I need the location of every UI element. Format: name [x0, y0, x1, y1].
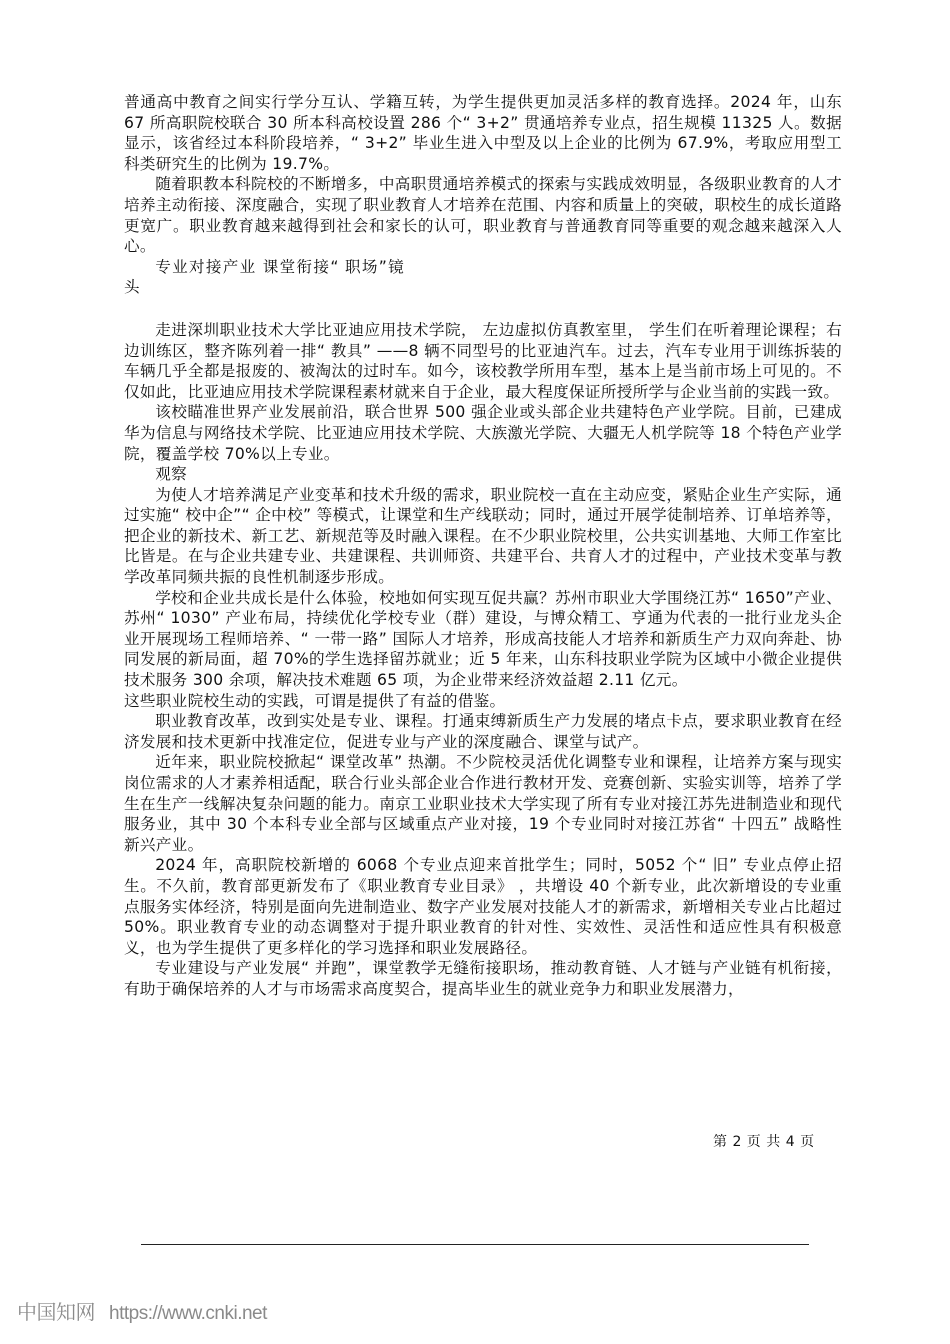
- paragraph: 随着职教本科院校的不断增多，中高职贯通培养模式的探索与实践成效明显，各级职业教育的人才培养主动衔接、深度融合，实现了职业教育人才培养在范围、内容和质量上的突破，职校生的成长道路更宽广。职业教育越来越得到社会和家长的认可，职业教育与普通教育同等重要的观念越来越深入人心。: [124, 175, 842, 256]
- paragraph: 走进深圳职业技术大学比亚迪应用技术学院， 左边虚拟仿真教室里， 学生们在听着理论课程；右边训练区，整齐陈列着一排“ 教具” ——8 辆不同型号的比亚迪汽车。过去，汽车专业用于训练拆装的车辆几乎全都是报废的、被淘汰的过时车。如今，该校教学所用车型，基本上是当前市场上可见的。不仅如此，比亚迪应用技术学院课程素材就来自于企业，最大程度保证所授所学与企业当前的实践一致。: [124, 320, 842, 401]
- document-body: [124, 92, 842, 1000]
- paragraph: 职业教育改革，改到实处是专业、课程。打通束缚新质生产力发展的堵点卡点，要求职业教育在经济发展和技术更新中找准定位，促进专业与产业的深度融合、课堂与试产。: [124, 712, 842, 751]
- paragraph: 近年来，职业院校掀起“ 课堂改革” 热潮。不少院校灵活优化调整专业和课程，让培养方案与现实岗位需求的人才素养相适配，联合行业头部企业合作进行教材开发、竞赛创新、实验实训等，培养了学生在生产一线解决复杂问题的能力。南京工业职业技术大学实现了所有专业对接江苏先进制造业和现代服务业，其中 30 个本科专业全部与区域重点产业对接，19 个专业同时对接江苏省“ 十四五” 战略性新兴产业。: [124, 753, 842, 854]
- paragraph: 这些职业院校生动的实践，可谓是提供了有益的借鉴。: [124, 691, 506, 710]
- spacer: [124, 298, 842, 320]
- cnki-watermark: [17, 1296, 267, 1325]
- paragraph: 专业建设与产业发展“ 并跑”，课堂教学无缝衔接职场，推动教育链、人才链与产业链有机衔接，有助于确保培养的人才与市场需求高度契合，提高毕业生的就业竞争力和职业发展潜力，: [124, 959, 842, 998]
- section-heading: 观察: [155, 465, 187, 484]
- watermark-url: https://www.cnki.net: [109, 1303, 267, 1324]
- page-number: 第 2 页 共 4 页: [713, 1134, 815, 1150]
- paragraph: 普通高中教育之间实行学分互认、学籍互转，为学生提供更加灵活多样的教育选择。2024 年，山东 67 所高职院校联合 30 所本科高校设置 286 个“ 3+2” 贯通培养专业点，招生规模 11325 人。数据显示，该省经过本科阶段培养，“ 3+2” 毕业生进入中型及以上企业的比例为 67.9%，考取应用型工科类研究生的比例为 19.7%。: [124, 93, 842, 173]
- paragraph: 学校和企业共成长是什么体验，校地如何实现互促共赢？苏州市职业大学围绕江苏“ 1650”产业、苏州“ 1030” 产业布局，持续优化学校专业（群）建设，与博众精工、亨通为代表的一批行业龙头企业开展现场工程师培养、“ 一带一路” 国际人才培养，形成高技能人才培养和新质生产力双向奔赴、协同发展的新局面，超 70%的学生选择留苏就业；近 5 年来，山东科技职业学院为区域中小微企业提供技术服务 300 余项，解决技术难题 65 项，为企业带来经济效益超 2.11 亿元。: [124, 588, 842, 690]
- paragraph: 2024 年，高职院校新增的 6068 个专业点迎来首批学生；同时，5052 个“ 旧” 专业点停止招生。不久前，教育部更新发布了《职业教育专业目录》 ，共增设 40 个新专业，此次新增设的专业重点服务实体经济，特别是面向先进制造业、数字产业发展对技能人才的新需求，新增相关专业占比超过 50%。职业教育专业的动态调整对于提升职业教育的针对性、实效性、灵活性和适应性具有积极意义，也为学生提供了更多样化的学习选择和职业发展路径。: [124, 856, 842, 957]
- paragraph: 为使人才培养满足产业变革和技术升级的需求，职业院校一直在主动应变，紧贴企业生产实际，通过实施“ 校中企”“ 企中校” 等模式，让课堂和生产线联动；同时，通过开展学徒制培养、订单培养等，把企业的新技术、新工艺、新规范等及时融入课程。在不少职业院校里，公共实训基地、大师工作室比比皆是。在与企业共建专业、共建课程、共训师资、共建平台、共育人才的过程中，产业技术变革与教学改革同频共振的良性机制逐步形成。: [124, 485, 842, 587]
- footer-divider: [141, 1244, 809, 1245]
- paragraph: 该校瞄准世界产业发展前沿，联合世界 500 强企业或头部企业共建特色产业学院。目前，已建成华为信息与网络技术学院、比亚迪应用技术学院、大族激光学院、大疆无人机学院等 18 个特色产业学院，覆盖学校 70%以上专业。: [124, 403, 842, 463]
- watermark-brand: 中国知网: [17, 1302, 95, 1324]
- section-heading: 专业对接产业 课堂衔接“ 职场”镜头: [124, 257, 404, 297]
